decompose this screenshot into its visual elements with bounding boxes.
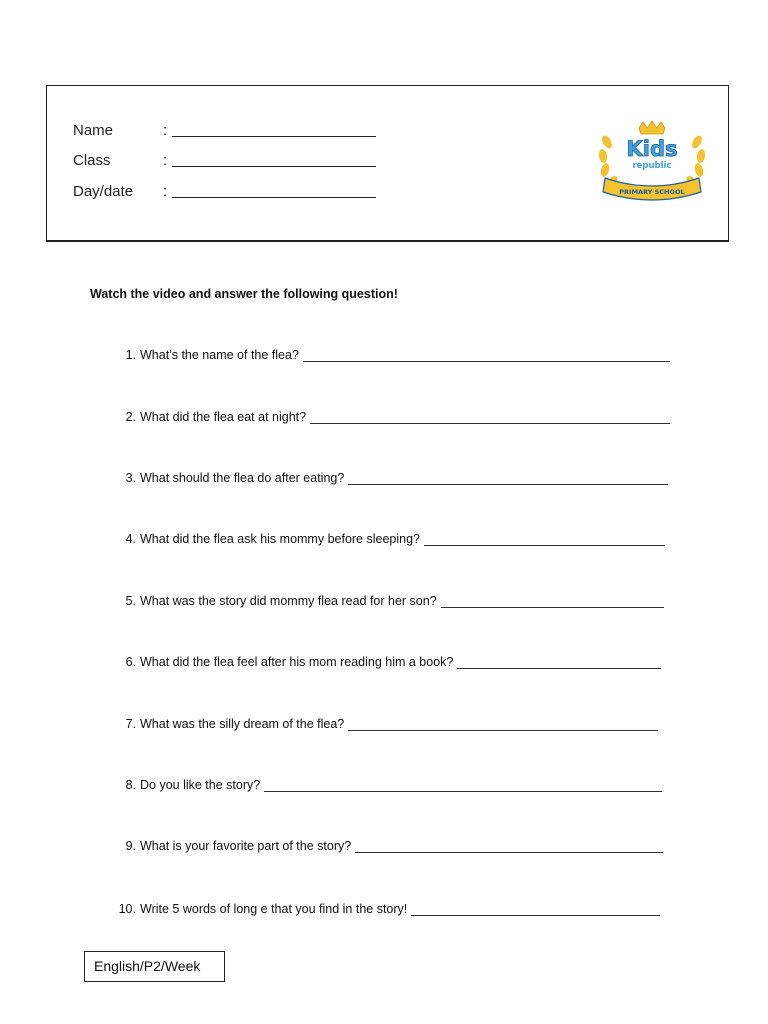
question-text: What was the silly dream of the flea? [140,717,345,731]
class-label: Class [73,152,111,169]
answer-blank-line[interactable] [441,607,664,608]
student-info-box [46,85,729,242]
class-blank-line[interactable] [172,166,376,167]
date-blank-line[interactable] [172,197,376,198]
name-blank-line[interactable] [172,136,376,137]
answer-blank-line[interactable] [310,423,670,424]
question-number: 1. [125,348,136,362]
date-colon: : [163,183,168,200]
answer-blank-line[interactable] [424,545,665,546]
question-text: What was the story did mommy flea read for her son? [140,594,437,608]
crown-icon [639,121,665,134]
question-number: 5. [125,594,136,608]
question-number: 2. [125,410,136,424]
question-text: Write 5 words of long e that you find in the story! [140,902,408,916]
footer-label: English/P2/Week [84,951,225,982]
answer-blank-line[interactable] [348,484,668,485]
question-number: 9. [125,839,136,853]
question-text: What is your favorite part of the story? [140,839,352,853]
answer-blank-line[interactable] [303,361,670,362]
question-number: 6. [125,655,136,669]
question-text: What’s the name of the flea? [140,348,299,362]
answer-blank-line[interactable] [411,915,660,916]
kids-republic-logo [597,120,707,210]
date-label: Day/date [73,183,134,200]
instruction-text: Watch the video and answer the following question! [90,287,398,301]
answer-blank-line[interactable] [355,852,663,853]
question-text: Do you like the story? [140,778,261,792]
question-number: 8. [125,778,136,792]
question-text: What did the flea eat at night? [140,410,307,424]
question-text: What did the flea feel after his mom reading him a book? [140,655,454,669]
logo-banner-text: PRIMARY SCHOOL [619,188,685,196]
question-number: 3. [125,471,136,485]
question-text: What did the flea ask his mommy before sleeping? [140,532,420,546]
question-text: What should the flea do after eating? [140,471,345,485]
question-number: 10. [118,902,136,916]
name-colon: : [163,122,168,139]
question-number: 4. [125,532,136,546]
answer-blank-line[interactable] [348,730,658,731]
logo-sub: republic [632,161,672,171]
answer-blank-line[interactable] [264,791,662,792]
question-number: 7. [125,717,136,731]
class-colon: : [163,152,168,169]
answer-blank-line[interactable] [457,668,661,669]
logo-name: Kids [626,137,678,161]
name-label: Name [73,122,114,139]
